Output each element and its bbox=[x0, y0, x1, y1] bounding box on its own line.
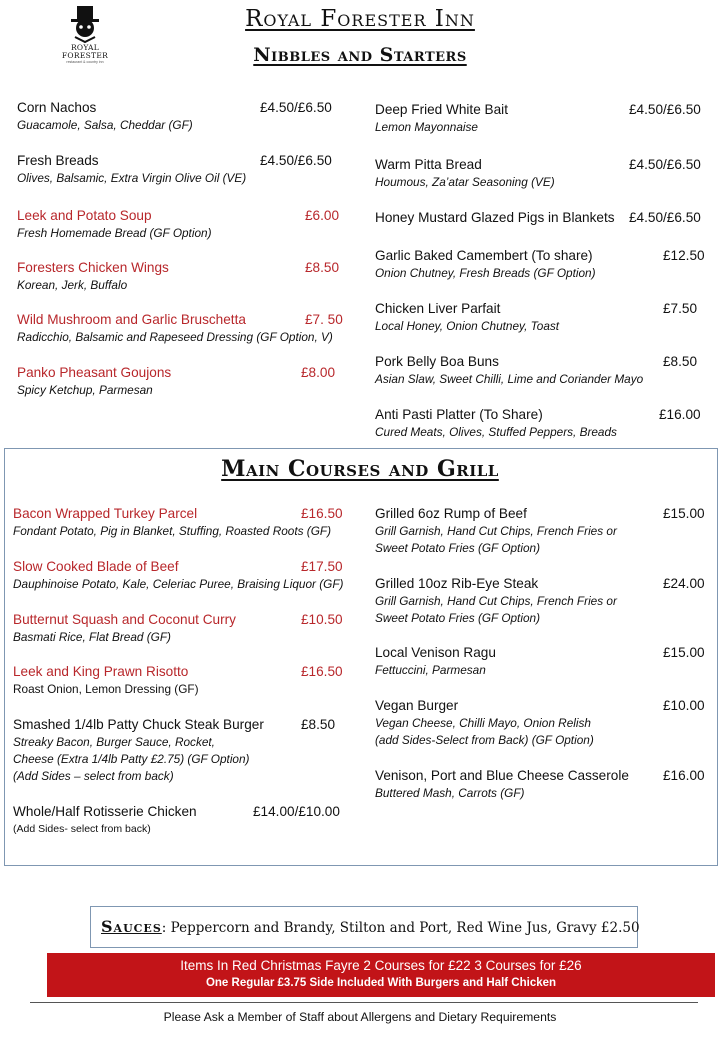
menu-item-description: Guacamole, Salsa, Cheddar (GF) bbox=[17, 118, 193, 132]
nibbles-heading: Nibbles and Starters bbox=[253, 44, 467, 66]
menu-item bbox=[375, 299, 715, 335]
menu-item-description: Fresh Homemade Bread (GF Option) bbox=[17, 226, 212, 240]
menu-item bbox=[13, 662, 353, 698]
menu-item-name: Warm Pitta Bread bbox=[375, 157, 482, 172]
logo-line-1: ROYAL bbox=[70, 43, 100, 52]
top-hat-icon bbox=[65, 4, 105, 44]
menu-item-price: £8.00 bbox=[301, 365, 336, 380]
menu-item bbox=[375, 504, 715, 557]
menu-item bbox=[375, 352, 715, 388]
menu-item bbox=[13, 610, 353, 646]
menu-item-description: Radicchio, Balsamic and Rapeseed Dressing (GF Option, V) bbox=[17, 330, 333, 344]
menu-item bbox=[17, 151, 357, 187]
menu-item-name: Slow Cooked Blade of Beef bbox=[13, 559, 179, 574]
sauces-box: Sauces: Peppercorn and Brandy, Stilton and Port, Red Wine Jus, Gravy £2.50 bbox=[90, 906, 638, 948]
menu-item-price: £16.50 bbox=[301, 506, 343, 521]
menu-item-description: Local Honey, Onion Chutney, Toast bbox=[375, 319, 560, 333]
menu-item-name: Grilled 6oz Rump of Beef bbox=[375, 506, 527, 521]
menu-item bbox=[17, 363, 357, 399]
menu-item-name: Leek and King Prawn Risotto bbox=[13, 664, 189, 679]
menu-item-name: Venison, Port and Blue Cheese Casserole bbox=[375, 768, 629, 783]
menu-item-description: Sweet Potato Fries (GF Option) bbox=[375, 541, 541, 555]
divider bbox=[30, 1002, 698, 1003]
menu-item-description: (Add Sides – select from back) bbox=[13, 769, 174, 783]
menu-item-description: Fondant Potato, Pig in Blanket, Stuffing, Roasted Roots (GF) bbox=[13, 524, 332, 538]
menu-item-price: £15.00 bbox=[663, 506, 705, 521]
menu-item-description: Roast Onion, Lemon Dressing (GF) bbox=[13, 682, 199, 696]
menu-item-description: Vegan Cheese, Chilli Mayo, Onion Relish bbox=[375, 716, 591, 730]
banner-line-2: One Regular £3.75 Side Included With Burgers and Half Chicken bbox=[205, 977, 557, 989]
menu-item-name: Panko Pheasant Goujons bbox=[17, 365, 172, 380]
menu-item-name: Leek and Potato Soup bbox=[17, 208, 152, 223]
mains-heading: Main Courses and Grill bbox=[221, 456, 499, 482]
menu-item-price: £24.00 bbox=[663, 576, 705, 591]
logo bbox=[50, 4, 120, 74]
menu-item bbox=[375, 246, 715, 282]
menu-item-description: Cheese (Extra 1/4lb Patty £2.75) (GF Option) bbox=[13, 752, 250, 766]
menu-item bbox=[13, 715, 353, 785]
menu-item-name: Pork Belly Boa Buns bbox=[375, 354, 499, 369]
banner-line-1: Items In Red Christmas Fayre 2 Courses for £22 3 Courses for £26 bbox=[180, 958, 582, 973]
menu-item-name: Bacon Wrapped Turkey Parcel bbox=[13, 506, 198, 521]
menu-item-name: Smashed 1/4lb Patty Chuck Steak Burger bbox=[13, 717, 264, 732]
menu-item-price: £6.00 bbox=[305, 208, 340, 223]
menu-item bbox=[375, 574, 715, 627]
menu-item-name: Local Venison Ragu bbox=[375, 645, 496, 660]
menu-item-description: Sweet Potato Fries (GF Option) bbox=[375, 611, 541, 625]
menu-item-name: Garlic Baked Camembert (To share) bbox=[375, 248, 593, 263]
menu-item bbox=[375, 100, 715, 136]
menu-item-description: Korean, Jerk, Buffalo bbox=[17, 278, 128, 292]
menu-item-name: Chicken Liver Parfait bbox=[375, 301, 501, 316]
menu-item-price: £10.50 bbox=[301, 612, 343, 627]
menu-item bbox=[17, 98, 357, 134]
christmas-banner bbox=[47, 953, 715, 997]
menu-item-description: Fettuccini, Parmesan bbox=[375, 663, 486, 677]
allergen-footer: Please Ask a Member of Staff about Allergens and Dietary Requirements bbox=[163, 1010, 557, 1024]
menu-item-description: Houmous, Za’atar Seasoning (VE) bbox=[375, 175, 555, 189]
menu-item bbox=[375, 643, 715, 679]
menu-item-price: £8.50 bbox=[301, 717, 336, 732]
menu-item-name: Corn Nachos bbox=[17, 100, 97, 115]
menu-item-description: (add Sides-Select from Back) (GF Option) bbox=[375, 733, 594, 747]
menu-item-description: Basmati Rice, Flat Bread (GF) bbox=[13, 630, 171, 644]
menu-item-description: Olives, Balsamic, Extra Virgin Olive Oil (VE) bbox=[17, 171, 247, 185]
menu-item-description: Dauphinoise Potato, Kale, Celeriac Puree, Braising Liquor (GF) bbox=[13, 577, 344, 591]
menu-item-price: £8.50 bbox=[305, 260, 340, 275]
menu-item bbox=[375, 208, 715, 227]
menu-item-price: £16.50 bbox=[301, 664, 343, 679]
menu-item-name: Vegan Burger bbox=[375, 698, 459, 713]
menu-item-price: £17.50 bbox=[301, 559, 343, 574]
menu-item bbox=[17, 206, 357, 242]
menu-item-description: Spicy Ketchup, Parmesan bbox=[17, 383, 153, 397]
menu-item-description: Lemon Mayonnaise bbox=[375, 120, 478, 134]
menu-item-price: £4.50/£6.50 bbox=[260, 153, 332, 168]
menu-item-price: £10.00 bbox=[663, 698, 705, 713]
menu-item-price: £4.50/£6.50 bbox=[629, 157, 701, 172]
menu-item-name: Anti Pasti Platter (To Share) bbox=[375, 407, 543, 422]
menu-item-name: Whole/Half Rotisserie Chicken bbox=[13, 804, 197, 819]
menu-item-name: Fresh Breads bbox=[17, 153, 99, 168]
menu-item-price: £4.50/£6.50 bbox=[260, 100, 332, 115]
menu-item bbox=[17, 310, 357, 346]
menu-item-price: £7.50 bbox=[663, 301, 698, 316]
menu-item-description: Grill Garnish, Hand Cut Chips, French Fries or bbox=[375, 524, 617, 538]
menu-item-price: £12.50 bbox=[663, 248, 705, 263]
menu-item bbox=[13, 557, 353, 593]
menu-item bbox=[17, 258, 357, 294]
menu-item bbox=[13, 802, 353, 838]
menu-item-price: £7. 50 bbox=[305, 312, 343, 327]
menu-item-description: Grill Garnish, Hand Cut Chips, French Fries or bbox=[375, 594, 617, 608]
menu-item-description: Asian Slaw, Sweet Chilli, Lime and Coriander Mayo bbox=[375, 372, 644, 386]
menu-item-description: Onion Chutney, Fresh Breads (GF Option) bbox=[375, 266, 596, 280]
menu-item-name: Deep Fried White Bait bbox=[375, 102, 508, 117]
menu-item-price: £8.50 bbox=[663, 354, 698, 369]
menu-item-name: Foresters Chicken Wings bbox=[17, 260, 169, 275]
logo-line-2: FORESTER bbox=[61, 51, 109, 60]
menu-item-description: Buttered Mash, Carrots (GF) bbox=[375, 786, 525, 800]
page-title: Royal Forester Inn bbox=[245, 6, 475, 32]
menu-item-description: Cured Meats, Olives, Stuffed Peppers, Breads bbox=[375, 425, 617, 439]
menu-item bbox=[375, 696, 715, 749]
menu-item-name: Butternut Squash and Coconut Curry bbox=[13, 612, 236, 627]
logo-tagline: restaurant & country inn bbox=[66, 60, 104, 64]
menu-item bbox=[13, 504, 353, 540]
menu-item-price: £15.00 bbox=[663, 645, 705, 660]
sauces-label: Sauces bbox=[101, 917, 162, 936]
menu-item-name: Honey Mustard Glazed Pigs in Blankets bbox=[375, 210, 615, 225]
menu-item-price: £16.00 bbox=[659, 407, 701, 422]
menu-item-price: £4.50/£6.50 bbox=[629, 210, 701, 225]
menu-item bbox=[375, 766, 715, 802]
menu-item bbox=[375, 405, 715, 441]
sauces-text: Peppercorn and Brandy, Stilton and Port, Red Wine Jus, Gravy £2.50 bbox=[170, 920, 640, 936]
menu-item-description: Streaky Bacon, Burger Sauce, Rocket, bbox=[13, 735, 215, 749]
menu-item-name: Wild Mushroom and Garlic Bruschetta bbox=[17, 312, 246, 327]
menu-item-price: £14.00/£10.00 bbox=[253, 804, 340, 819]
menu-item-price: £16.00 bbox=[663, 768, 705, 783]
menu-item-description: (Add Sides- select from back) bbox=[13, 823, 151, 835]
menu-item-name: Grilled 10oz Rib-Eye Steak bbox=[375, 576, 539, 591]
menu-item bbox=[375, 155, 715, 191]
menu-item-price: £4.50/£6.50 bbox=[629, 102, 701, 117]
